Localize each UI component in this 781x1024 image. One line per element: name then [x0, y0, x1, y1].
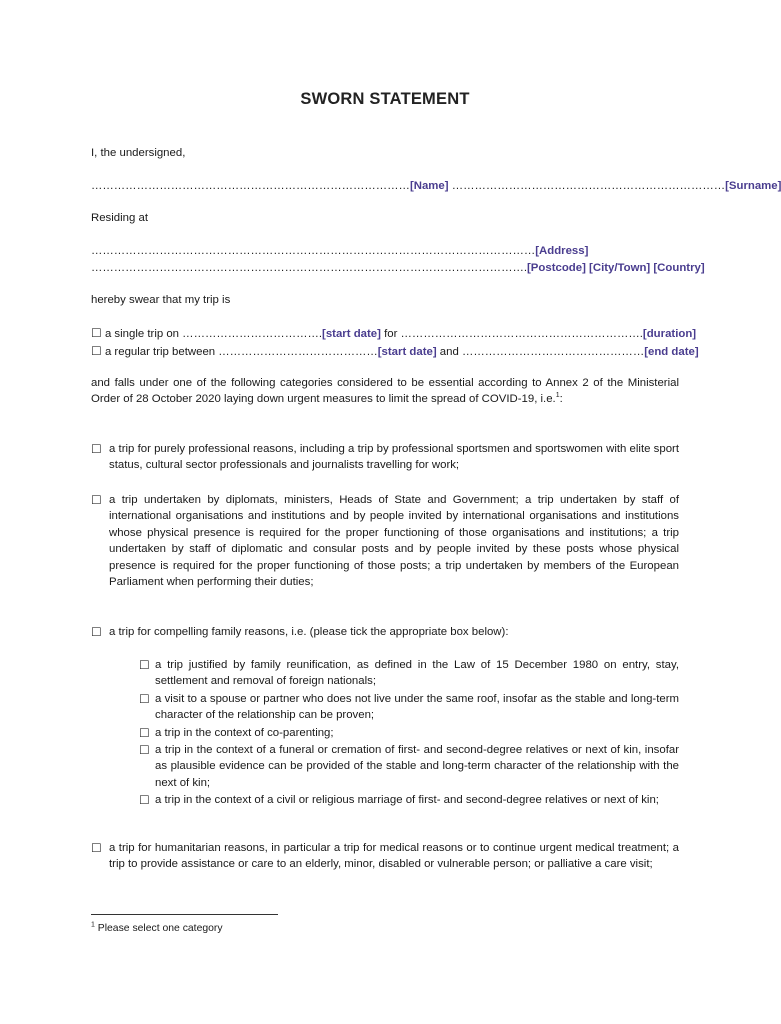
category-humanitarian — [91, 840, 679, 873]
single-trip-text: a single trip on ………………………………. — [104, 328, 323, 340]
category-family-text: a trip for compelling family reasons, i.e. (please tick the appropriate box below): — [109, 626, 509, 638]
marriage-option — [139, 792, 679, 808]
single-trip-checkbox[interactable]: ☐ — [91, 326, 102, 340]
family-reunification-checkbox[interactable]: ☐ — [139, 658, 150, 672]
postcode-placeholder: [Postcode] — [527, 262, 586, 274]
surname-dots: ……………………………………………………………… — [451, 180, 726, 192]
co-parenting-option — [139, 725, 679, 741]
spouse-visit-checkbox[interactable]: ☐ — [139, 692, 150, 706]
address-dots: ……………………………………………………………………………………………………… — [91, 245, 536, 257]
category-family-checkbox[interactable]: ☐ — [91, 625, 102, 639]
address-line — [91, 243, 679, 259]
category-professional-text: a trip for purely professional reasons, including a trip by professional sportsmen and sportswomen with elite sport status, cultural sector professionals and journalists travelling for work; — [109, 443, 679, 472]
swear-text: hereby swear that my trip is — [91, 294, 231, 306]
city-placeholder: [City/Town] — [589, 262, 651, 274]
footnote-text: Please select one category — [94, 923, 223, 934]
category-professional — [91, 441, 679, 474]
category-humanitarian-checkbox[interactable]: ☐ — [91, 841, 102, 855]
funeral-option — [139, 742, 679, 791]
country-placeholder: [Country] — [653, 262, 705, 274]
surname-placeholder: [Surname] — [725, 180, 781, 192]
funeral-checkbox[interactable]: ☐ — [139, 743, 150, 757]
categories-intro-end: : — [559, 393, 563, 406]
categories-intro-text: and falls under one of the following categories considered to be essential according to Annex 2 of the Ministerial Order of 28 October 2020 laying down urgent measures to limit the spread of COVID-19, i.e. — [91, 377, 679, 406]
co-parenting-text: a trip in the context of co-parenting; — [155, 727, 334, 739]
intro-text: I, the undersigned, — [91, 147, 186, 159]
footnote-divider — [91, 914, 278, 915]
family-reunification-option — [139, 657, 679, 690]
regular-trip-text: a regular trip between …………………………………… — [104, 346, 378, 358]
regular-trip-checkbox[interactable]: ☐ — [91, 344, 102, 358]
single-trip-option — [91, 325, 697, 342]
document-title: SWORN STATEMENT — [300, 90, 470, 108]
spouse-visit-text: a visit to a spouse or partner who does not live under the same roof, insofar as the stable and long-term character of the relationship can be proven; — [155, 693, 679, 722]
co-parenting-checkbox[interactable]: ☐ — [139, 726, 150, 740]
marriage-text: a trip in the context of a civil or religious marriage of first- and second-degree relatives or next of kin; — [155, 794, 659, 806]
regular-trip-start-placeholder: [start date] — [377, 346, 437, 358]
footnote-reference: 1 — [555, 392, 560, 400]
name-dots: ………………………………………………………………………… — [91, 180, 410, 192]
category-diplomatic-text: a trip undertaken by diplomats, ministers, Heads of State and Government; a trip undertaken by staff of international organisations and institutions and by people invited by international organisations and institutions whose physical presence is required for the proper functioning of those organisations and institutions; a trip undertaken by staff of diplomatic and consular posts and by people invited by these posts whose physical presence is required for the proper functioning of those posts; a trip undertaken by members of the European Parliament when performing their duties; — [109, 494, 679, 589]
categories-intro — [91, 375, 679, 408]
category-diplomatic-checkbox[interactable]: ☐ — [91, 493, 102, 507]
single-trip-for-text: for ………………………………………………………. — [380, 328, 643, 340]
postcode-dots: ……………………………………………………………………………………………………. — [91, 262, 528, 274]
name-placeholder: [Name] — [409, 180, 449, 192]
category-family — [91, 624, 679, 640]
residing-label: Residing at — [91, 212, 148, 224]
marriage-checkbox[interactable]: ☐ — [139, 793, 150, 807]
category-diplomatic — [91, 492, 679, 590]
regular-trip-option — [91, 343, 699, 360]
duration-placeholder: [duration] — [642, 328, 697, 340]
category-professional-checkbox[interactable]: ☐ — [91, 442, 102, 456]
category-humanitarian-text: a trip for humanitarian reasons, in particular a trip for medical reasons or to continue urgent medical treatment; a trip to provide assistance or care to an elderly, minor, disabled or vulnerable person; or palliative a care visit; — [109, 842, 679, 871]
end-date-placeholder: [end date] — [644, 346, 699, 358]
postcode-line — [91, 260, 705, 276]
single-trip-start-placeholder: [start date] — [322, 328, 381, 340]
family-reunification-text: a trip justified by family reunification, as defined in the Law of 15 December 1980 on entry, stay, settlement and removal of foreign nationals; — [155, 659, 679, 688]
footnote — [91, 923, 223, 934]
funeral-text: a trip in the context of a funeral or cremation of first- and second-degree relatives or next of kin, insofar as plausible evidence can be provided of the stable and long-term character of the relationship with the next of kin; — [155, 744, 679, 789]
spouse-visit-option — [139, 691, 679, 724]
regular-trip-and-text: and ………………………………………… — [436, 346, 645, 358]
name-line — [91, 178, 781, 194]
address-placeholder: [Address] — [535, 245, 589, 257]
footnote-number: 1 — [91, 921, 95, 929]
